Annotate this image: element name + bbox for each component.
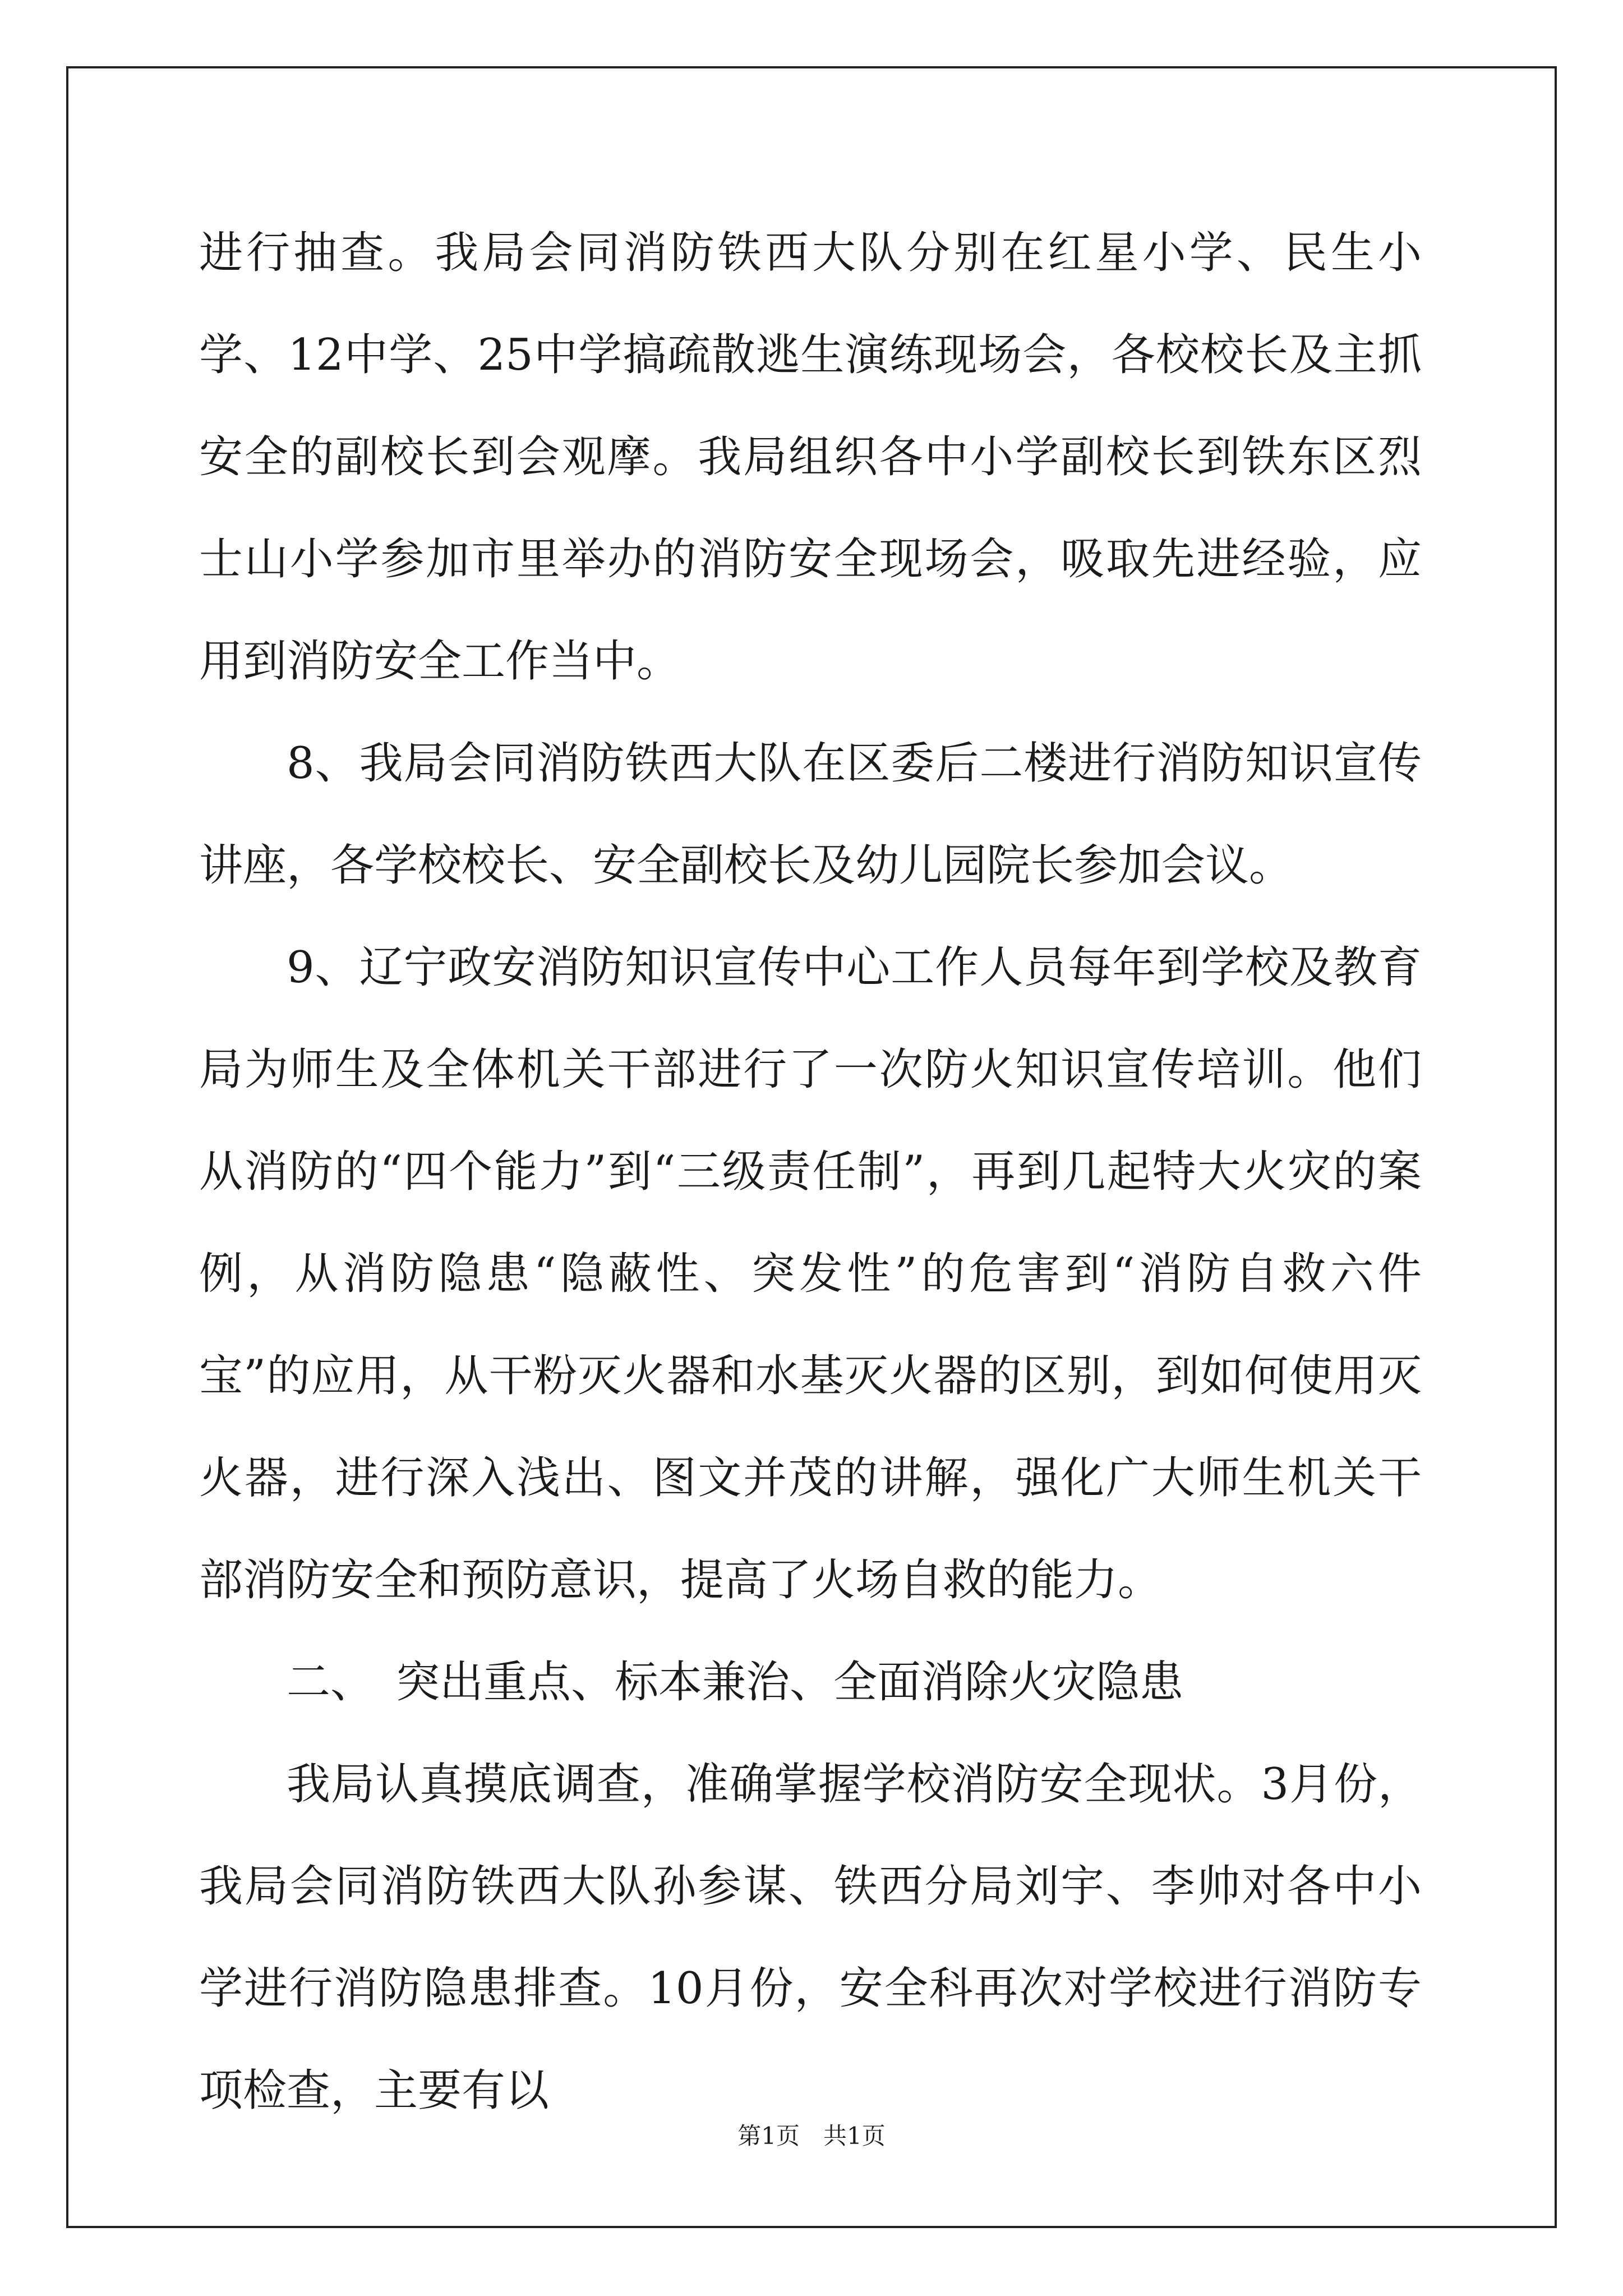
paragraph-2: 8、我局会同消防铁西大队在区委后二楼进行消防知识宣传讲座，各学校校长、安全副校长及幼儿园院长参加会议。 <box>199 738 1422 891</box>
section-heading: 二、 突出重点、标本兼治、全面消除火灾隐患 <box>287 1657 1184 1708</box>
document-body <box>199 202 1422 2142</box>
paragraph-1: 进行抽查。我局会同消防铁西大队分别在红星小学、民生小学、12中学、25中学搞疏散逃生演练现场会，各校校长及主抓安全的副校长到会观摩。我局组织各中小学副校长到铁东区烈士山小学参加市里举办的消防安全现场会，吸取先进经验，应用到消防安全工作当中。 <box>199 228 1422 687</box>
paragraph-4: 我局认真摸底调查，准确掌握学校消防安全现状。3月份，我局会同消防铁西大队孙参谋、铁西分局刘宇、李帅对各中小学进行消防隐患排查。10月份，安全科再次对学校进行消防专项检查，主要有以 <box>199 1759 1422 2116</box>
page-footer: 第1页 共1页 <box>737 2122 886 2150</box>
paragraph-3: 9、辽宁政安消防知识宣传中心工作人员每年到学校及教育局为师生及全体机关干部进行了一次防火知识宣传培训。他们从消防的“四个能力”到“三级责任制”，再到几起特大火灾的案例，从消防隐患“隐蔽性、突发性”的危害到“消防自救六件宝”的应用，从干粉灭火器和水基灭火器的区别，到如何使用灭火器，进行深入浅出、图文并茂的讲解，强化广大师生机关干部消防安全和预防意识，提高了火场自救的能力。 <box>199 942 1422 1605</box>
